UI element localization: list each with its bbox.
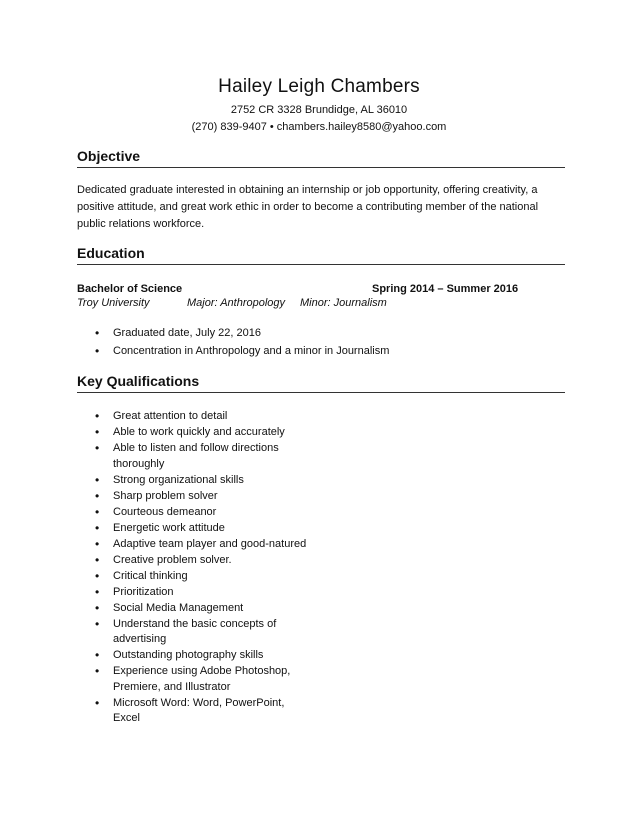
list-item: • Critical thinking xyxy=(95,569,313,585)
degree-dates: Spring 2014 – Summer 2016 xyxy=(372,283,519,295)
education-heading: Education xyxy=(77,245,145,261)
qualifications-bullet-list xyxy=(95,409,313,727)
objective-heading: Objective xyxy=(77,148,141,164)
qualifications-divider xyxy=(77,392,565,393)
list-item: • Strong organizational skills xyxy=(95,473,313,489)
list-item: • Able to listen and follow directions thoroughly xyxy=(95,441,313,472)
list-item: • Courteous demeanor xyxy=(95,505,313,521)
major-label: Major: Anthropology xyxy=(187,297,286,309)
qualifications-heading: Key Qualifications xyxy=(77,373,200,389)
objective-text: Dedicated graduate interested in obtaining an internship or job opportunity, offering creativity, a positive attitude, and great work ethic in order to become a contributing member of the national public relations workforce. xyxy=(77,184,539,230)
university-name: Troy University xyxy=(77,297,150,309)
list-item: • Outstanding photography skills xyxy=(95,648,313,664)
list-item: • Social Media Management xyxy=(95,601,313,617)
list-item: • Adaptive team player and good-natured xyxy=(95,537,313,553)
education-divider xyxy=(77,264,565,265)
list-item: • Sharp problem solver xyxy=(95,489,313,505)
list-item: • Energetic work attitude xyxy=(95,521,313,537)
list-item: • Microsoft Word: Word, PowerPoint, Excel xyxy=(95,696,313,727)
list-item: • Creative problem solver. xyxy=(95,553,313,569)
list-item: • Prioritization xyxy=(95,585,313,601)
list-item: • Experience using Adobe Photoshop, Premiere, and Illustrator xyxy=(95,664,313,695)
list-item: • Graduated date, July 22, 2016 xyxy=(95,326,475,342)
list-item: • Able to work quickly and accurately xyxy=(95,425,313,441)
education-bullet-list xyxy=(95,326,475,361)
address-line: 2752 CR 3328 Brundidge, AL 36010 xyxy=(230,104,408,116)
list-item: • Concentration in Anthropology and a minor in Journalism xyxy=(95,344,475,360)
list-item: • Great attention to detail xyxy=(95,409,313,425)
objective-divider xyxy=(77,167,565,168)
degree-title: Bachelor of Science xyxy=(77,283,183,295)
contact-line: (270) 839-9407 • chambers.hailey8580@yahoo.com xyxy=(191,121,447,133)
minor-label: Minor: Journalism xyxy=(300,297,387,309)
applicant-name: Hailey Leigh Chambers xyxy=(218,76,420,97)
list-item: • Understand the basic concepts of advertising xyxy=(95,617,313,648)
